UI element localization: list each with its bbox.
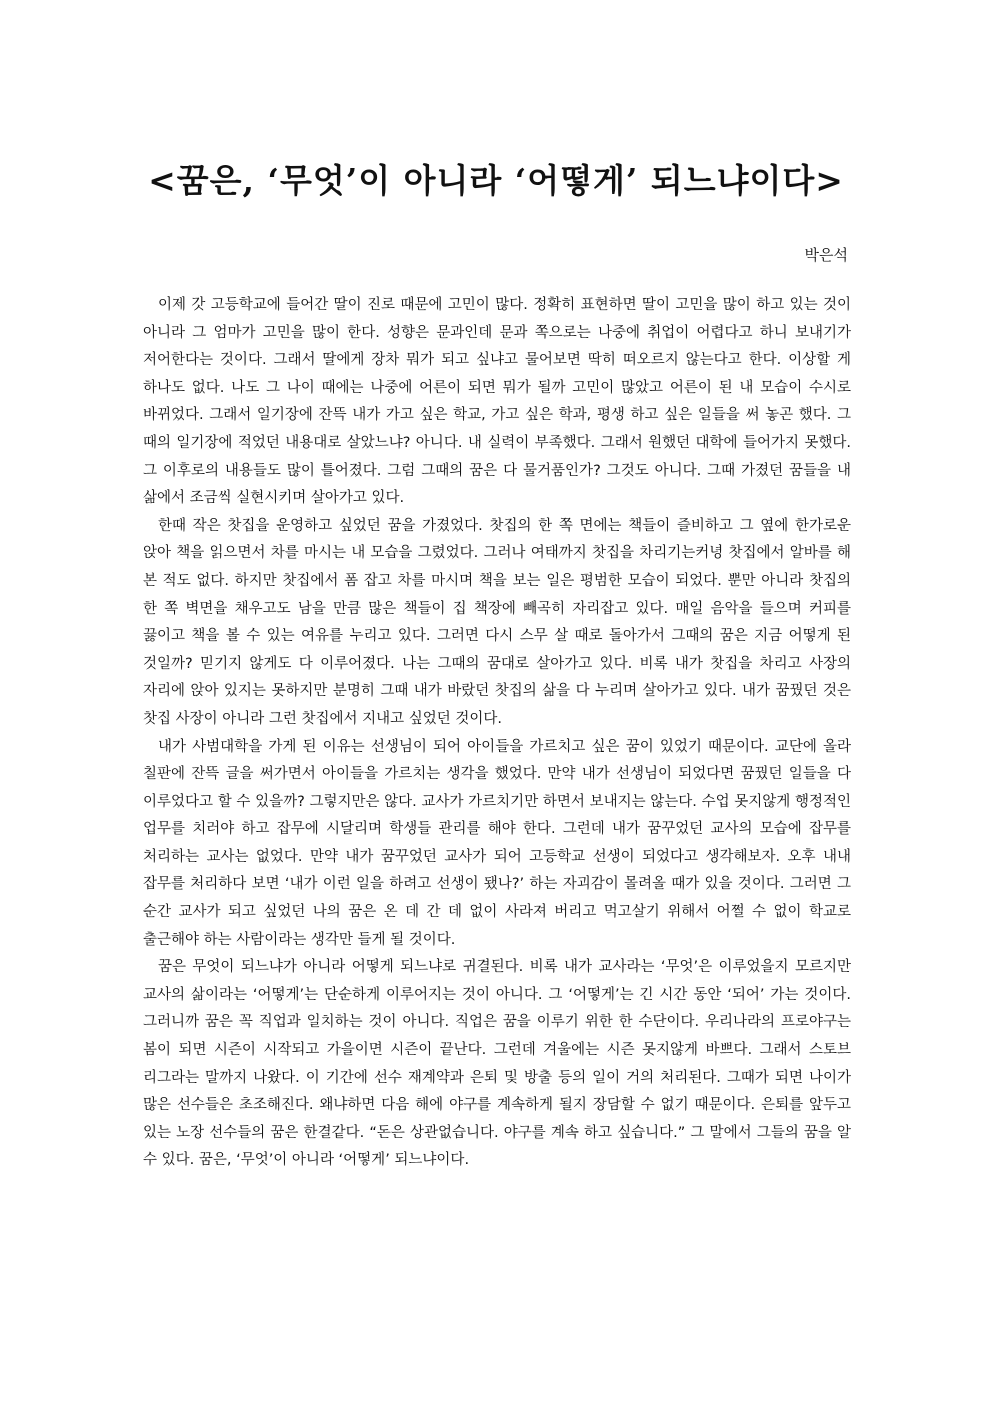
paragraph: 꿈은 무엇이 되느냐가 아니라 어떻게 되느냐로 귀결된다. 비록 내가 교사라는 ‘무엇’은 이루었을지 모르지만 교사의 삶이라는 ‘어떻게’는 단순하게 이루어지는 것이 아니다. 그 ‘어떻게’는 긴 시간 동안 ‘되어’ 가는 것이다. 그러니까 꿈은 꼭 직업과 일치하는 것이 아니다. 직업은 꿈을 이루기 위한 한 수단이다. 우리나라의 프로야구는 봄이 되면 시즌이 시작되고 가을이면 시즌이 끝난다. 그런데 겨울에는 시즌 못지않게 바쁘다. 그래서 스토브 리그라는 말까지 나왔다. 이 기간에 선수 재계약과 은퇴 및 방출 등의 일이 거의 처리된다. 그때가 되면 나이가 많은 선수들은 초조해진다. 왜냐하면 다음 해에 야구를 계속하게 될지 장담할 수 없기 때문이다. 은퇴를 앞두고 있는 노장 선수들의 꿈은 한결같다. “돈은 상관없습니다. 야구를 계속 하고 싶습니다.” 그 말에서 그들의 꿈을 알 수 있다. 꿈은, ‘무엇’이 아니라 ‘어떻게’ 되느냐이다. [143, 959, 851, 1169]
author-name: 박은석 [804, 246, 848, 264]
paragraph: 이제 갓 고등학교에 들어간 딸이 진로 때문에 고민이 많다. 정확히 표현하면 딸이 고민을 많이 하고 있는 것이 아니라 그 엄마가 고민을 많이 한다. 성향은 문과인데 문과 쪽으로는 나중에 취업이 어렵다고 하니 보내기가 저어한다는 것이다. 그래서 딸에게 장차 뭐가 되고 싶냐고 물어보면 딱히 떠오르지 않는다고 한다. 이상할 게 하나도 없다. 나도 그 나이 때에는 나중에 어른이 되면 뭐가 될까 고민이 많았고 어른이 된 내 모습이 수시로 바뀌었다. 그래서 일기장에 잔뜩 내가 가고 싶은 학교, 가고 싶은 학과, 평생 하고 싶은 일들을 써 놓곤 했다. 그 때의 일기장에 적었던 내용대로 살았느냐? 아니다. 내 실력이 부족했다. 그래서 원했던 대학에 들어가지 못했다. 그 이후로의 내용들도 많이 틀어졌다. 그럼 그때의 꿈은 다 물거품인가? 그것도 아니다. 그때 가졌던 꿈들을 내 삶에서 조금씩 실현시키며 살아가고 있다. [143, 297, 851, 507]
paragraph: 한때 작은 찻집을 운영하고 싶었던 꿈을 가졌었다. 찻집의 한 쪽 면에는 책들이 즐비하고 그 옆에 한가로운 앉아 책을 읽으면서 차를 마시는 내 모습을 그렸었다. 그러나 여태까지 찻집을 차리기는커녕 찻집에서 알바를 해 본 적도 없다. 하지만 찻집에서 폼 잡고 차를 마시며 책을 보는 일은 평범한 모습이 되었다. 뿐만 아니라 찻집의 한 쪽 벽면을 채우고도 남을 만큼 많은 책들이 집 책장에 빼곡히 자리잡고 있다. 매일 음악을 들으며 커피를 끓이고 책을 볼 수 있는 여유를 누리고 있다. 그러면 다시 스무 살 때로 돌아가서 그때의 꿈은 지금 어떻게 된 것일까? 믿기지 않게도 다 이루어졌다. 나는 그때의 꿈대로 살아가고 있다. 비록 내가 찻집을 차리고 사장의 자리에 앉아 있지는 못하지만 분명히 그때 내가 바랐던 찻집의 삶을 다 누리며 살아가고 있다. 내가 꿈꿨던 것은 찻집 사장이 아니라 그런 찻집에서 지내고 싶었던 것이다. [143, 517, 851, 727]
document-title: <꿈은, ‘무엇’이 아니라 ‘어떻게’ 되느냐이다> [148, 161, 844, 200]
paragraph: 내가 사범대학을 가게 된 이유는 선생님이 되어 아이들을 가르치고 싶은 꿈이 있었기 때문이다. 교단에 올라 칠판에 잔뜩 글을 써가면서 아이들을 가르치는 생각을 했었다. 만약 내가 선생님이 되었다면 꿈꿨던 일들을 다 이루었다고 할 수 있을까? 그렇지만은 않다. 교사가 가르치기만 하면서 보내지는 않는다. 수업 못지않게 행정적인 업무를 치러야 하고 잡무에 시달리며 학생들 관리를 해야 한다. 그런데 내가 꿈꾸었던 교사의 모습에 잡무를 처리하는 교사는 없었다. 만약 내가 꿈꾸었던 교사가 되어 고등학교 선생이 되었다고 생각해보자. 오후 내내 잡무를 처리하다 보면 ‘내가 이런 일을 하려고 선생이 됐나?’ 하는 자괴감이 몰려올 때가 있을 것이다. 그러면 그 순간 교사가 되고 싶었던 나의 꿈은 온 데 간 데 없이 사라져 버리고 먹고살기 위해서 어쩔 수 없이 학교로 출근해야 하는 사람이라는 생각만 들게 될 것이다. [143, 738, 851, 948]
document-body [143, 292, 851, 1175]
